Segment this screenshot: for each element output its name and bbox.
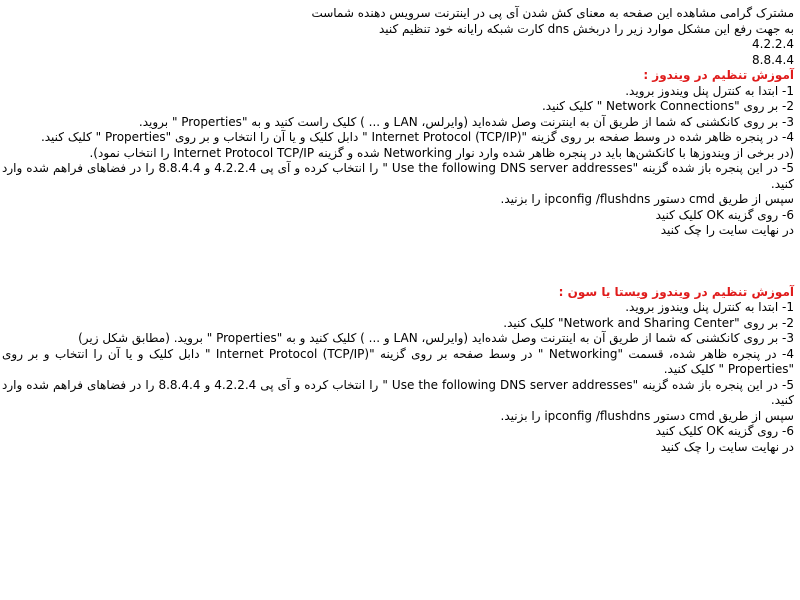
section-spacer [2,239,794,285]
vista-step: در نهایت سایت را چک کنید [660,439,794,454]
xp-step: 4- در پنجره ظاهر شده در وسط صفحه بر روی گزینه "Internet Protocol (TCP/IP) " دابل کلیک و یا آن را انتخاب و بر روی "Properties " کلیک کنید. [40,130,794,144]
dns-server-2 [2,53,794,69]
vista-step: 6- روی گزینه OK کلیک کنید [655,424,794,438]
xp-step: 5- در این پنجره باز شده گزینه "Use the following DNS server addresses " را انتخاب کرده و آی پی 4.2.2.4 و 8.8.4.4 را در فضاهای فراهم شده وارد کنید. [2,161,794,191]
intro-line-1: مشترک گرامی مشاهده این صفحه به معنای کش شدن آی پی در اینترنت سرویس دهنده شماست [311,6,794,20]
windows-xp-heading: آموزش تنظیم در ویندوز : [643,68,794,82]
xp-step: 6- روی گزینه OK کلیک کنید [655,207,794,222]
vista-step: 3- بر روی کانکشنی که شما از طریق آن به اینترنت وصل شده‌اید (وایرلس، LAN و ... ) کلیک کنید و به "Properties " بروید. (مطابق شکل زیر) [78,331,794,345]
dns-server-1-value: 4.2.2.4 [752,37,794,51]
vista-step: 1- ابتدا به کنترل پنل ویندوز بروید. [625,300,794,314]
vista-step: 5- در این پنجره باز شده گزینه "Use the following DNS server addresses " را انتخاب کرده و آی پی 4.2.2.4 و 8.8.4.4 را در فضاهای فراهم شده وارد کنید. [2,377,794,407]
dns-server-2-value: 8.8.4.4 [752,52,794,67]
dns-server-1 [2,37,794,53]
dns-instructions-page [2,6,794,455]
vista-step: 2- بر روی "Network and Sharing Center" کلیک کنید. [503,315,794,330]
xp-step: 2- بر روی "Network Connections " کلیک کنید. [541,99,794,113]
xp-step: سپس از طریق cmd دستور ipconfig /flushdns را بزنید. [500,192,794,206]
vista-step: 4- در پنجره ظاهر شده، قسمت "Networking " در وسط صفحه بر روی گزینه "Internet Protocol (TCP/IP) " دابل کلیک و یا آن را انتخاب و بر روی "Properties " کلیک کنید. [2,346,794,376]
windows-xp-section [2,68,794,239]
intro-line-2: به جهت رفع این مشکل موارد زیر را دربخش dns کارت شبکه رایانه خود تنظیم کنید [378,21,794,36]
vista-step: سپس از طریق cmd دستور ipconfig /flushdns را بزنید. [500,408,794,423]
xp-step: 3- بر روی کانکشنی که شما از طریق آن به اینترنت وصل شده‌اید (وایرلس، LAN و ... ) کلیک راست کنید و به "Properties " بروید. [138,114,794,129]
windows-vista-section [2,285,794,456]
xp-step: در نهایت سایت را چک کنید [660,223,794,237]
windows-vista-heading: آموزش تنظیم در ویندوز ویستا یا سون : [558,284,794,299]
xp-step: 1- ابتدا به کنترل پنل ویندوز بروید. [625,83,794,98]
xp-step-note: (در برخی از ویندوزها با کانکشن‌ها باید در پنجره ظاهر شده وارد نوار Networking شده و گزینه Internet Protocol TCP/IP را انتخاب نمود). [89,145,794,160]
